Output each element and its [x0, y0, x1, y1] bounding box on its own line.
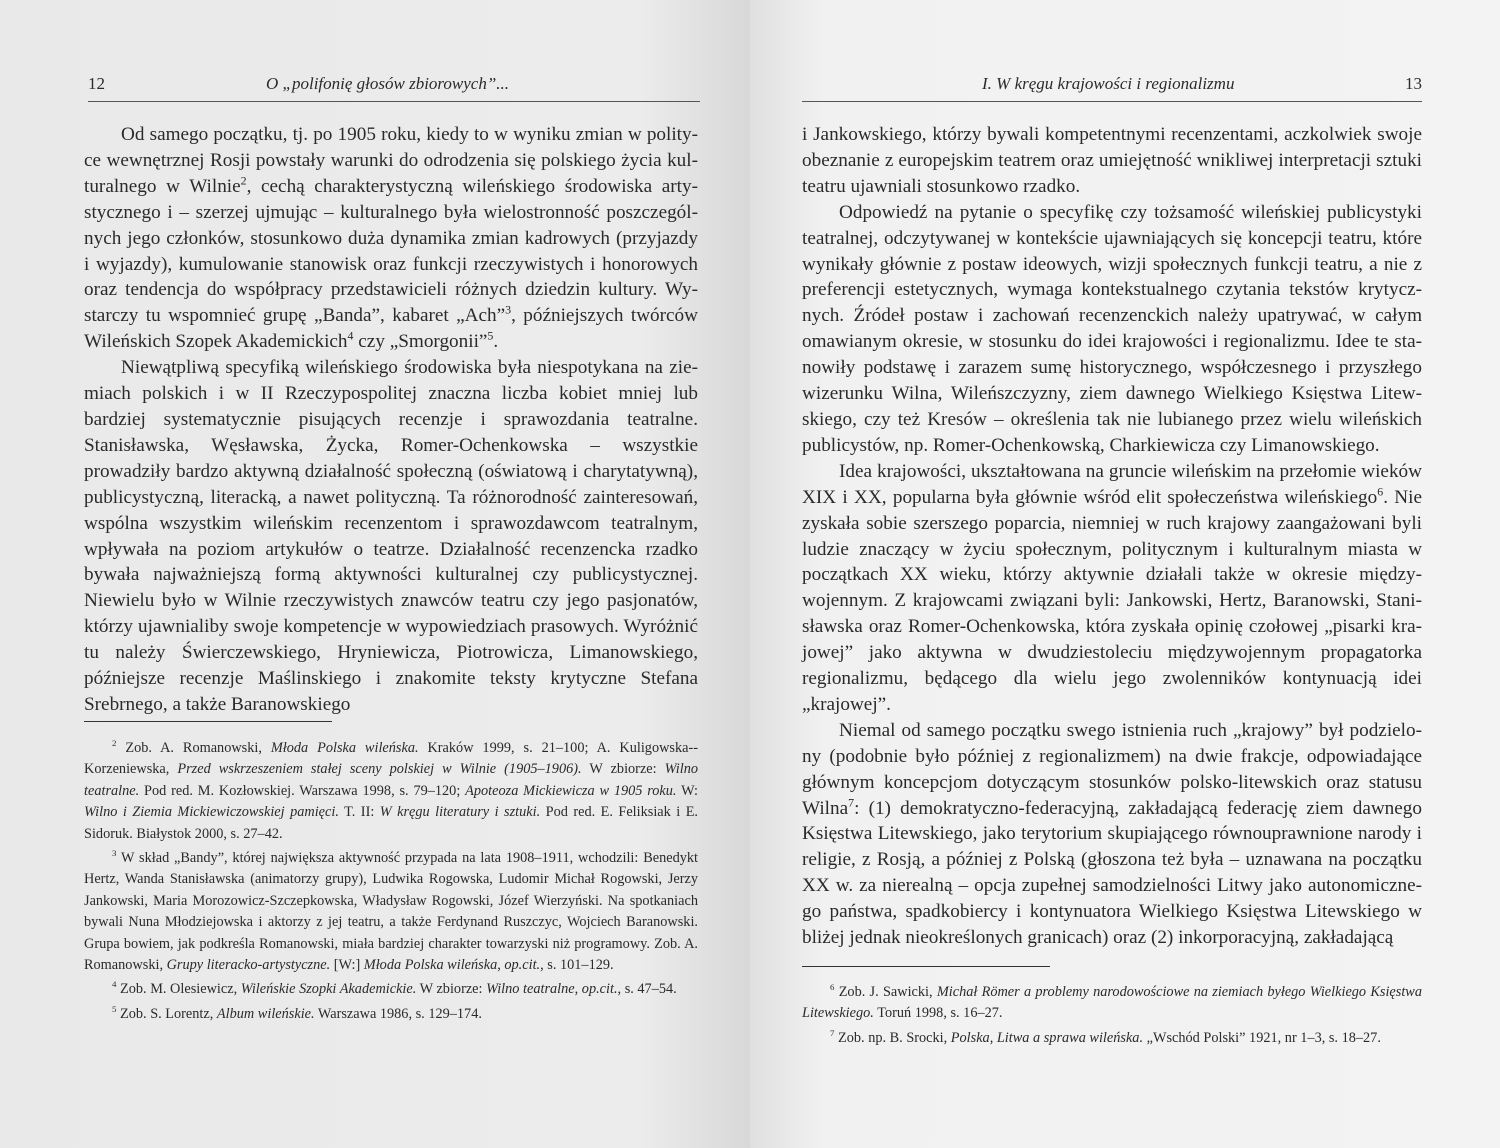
- footnote-marker: 4: [347, 328, 354, 343]
- right-page-number: 13: [1405, 74, 1422, 93]
- italic-text: Wilno i Ziemia Mickiewiczowskiej pamięci.: [84, 804, 339, 821]
- footnote-marker: 4: [112, 979, 117, 990]
- text-run: W zbiorze:: [416, 981, 487, 998]
- paragraph: [84, 122, 698, 355]
- footnote-marker: 6: [830, 982, 835, 993]
- italic-text: Apoteoza Mickiewicza w 1905 roku.: [465, 782, 677, 799]
- italic-text: Album wileńskie.: [216, 1005, 315, 1022]
- italic-text: Grupy literacko-artystyczne.: [166, 957, 331, 974]
- text-run: Zob. np. B. Srocki,: [834, 1029, 951, 1046]
- italic-text: Wilno teatralne: [486, 981, 575, 998]
- footnote: [84, 738, 698, 845]
- right-footnotes: [802, 982, 1422, 1052]
- text-run: Idea krajowości, ukształtowana na gruncie wileńskim na przełomie wieków XIX i XX, popularna była głównie wśród elit społeczeństwa wileńskiego: [802, 460, 1422, 508]
- right-page: [750, 0, 1500, 1148]
- text-run: W:: [676, 782, 699, 799]
- italic-text: Młoda Polska wileńska.: [270, 740, 419, 756]
- paragraph: [802, 718, 1422, 951]
- text-run: Od samego początku, tj. po 1905 roku, kiedy to w wyniku zmian w polityce wewnętrznej Rosji powstały warunki do odrodzenia się polskiego życia kulturalnego w Wilnie: [84, 124, 698, 197]
- footnote: [802, 982, 1422, 1025]
- italic-text: Wilno teatralne.: [84, 761, 698, 799]
- text-run: .: [493, 331, 499, 353]
- footnote-marker: 3: [112, 848, 117, 859]
- text-run: Zob. A. Romanowski,: [116, 740, 271, 756]
- paragraph: [802, 459, 1422, 718]
- left-footnotes: [84, 738, 698, 1028]
- left-running-title: O „polifonię głosów zbiorowych”...: [266, 74, 510, 93]
- text-run: „Wschód Polski” 1921, nr 1–3, s. 18–27.: [1143, 1029, 1381, 1046]
- text-run: W zbiorze:: [581, 761, 665, 778]
- footnote-marker: 2: [112, 738, 117, 749]
- text-run: , s. 101–129.: [540, 957, 614, 974]
- footnote-marker: 6: [1377, 484, 1384, 499]
- footnote-marker: 7: [830, 1028, 835, 1039]
- text-run: W skład „Bandy”, której największa aktywność przypada na lata 1908–1911, wchodzili: Benedykt Hertz, Wanda Stanisławska (animatorzy grupy), Ludwika Rogowska, Ludomir Michał Rogowski, Jerzy Jankowski, Maria Morozowicz-Szczepkowska, Władysław Rogowski, Józef Wierzyński. Na spotkaniach bywali Nuna Młodziejowska i aktorzy z jej teatru, a także Ferdynand Ruszczyc, Wojciech Baranowski. Grupa bowiem, jak podkreśla Romanowski, miała bardziej charakter towarzyski niż programowy. Zob. A. Romanowski,: [84, 850, 698, 974]
- header-rule: [802, 101, 1422, 102]
- paragraph: [802, 122, 1422, 200]
- paragraph: [84, 355, 698, 718]
- text-run: czy „Smorgonii”: [353, 331, 488, 353]
- footnote-marker: 2: [240, 173, 247, 188]
- footnote-marker: 5: [112, 1004, 117, 1015]
- text-run: T. II:: [338, 804, 380, 821]
- right-running-title: I. W kręgu krajowości i regionalizmu: [982, 74, 1235, 93]
- text-run: Pod red. M. Kozłowskiej. Warszawa 1998, s. 79–120;: [139, 782, 466, 799]
- footnote: [84, 1004, 698, 1025]
- italic-text: op.cit.: [504, 957, 541, 974]
- italic-text: Wileńskie Szopki Akademickie.: [240, 981, 417, 998]
- paragraph: [802, 200, 1422, 459]
- text-run: Niewątpliwą specyfiką wileńskiego środowiska była niespotykana na ziemiach polskich i w II Rzeczypospolitej znaczna liczba kobiet mniej lub bardziej systematycznie pisujących recenzje i sprawozdania teatralne. Stanisławska, Węsławska, Życka, Romer-Ochenkowska – wszystkie prowadziły bardzo aktywną działalność społeczną (oświatową i charytatywną), publicystyczną, literacką, a nawet polityczną. Ta różnorodność zainteresowań, wspólna wszystkim wileńskim recenzentom i sprawozdawcom teatralnym, wpływała na poziom artykułów o teatrze. Działalność recenzencka rzadko bywała najważniejszą formą aktywności kulturalnej czy publicystycznej. Niewielu było w Wilnie rzeczywistych znawców teatru czy jego pasjonatów, którzy ujawnialiby swoje kompetencje w wypowiedziach prasowych. Wyróżnić tu należy Świerczewskiego, Hryniewicza, Piotrowicza, Limanowskiego, późniejsze recenzje Maślinskiego i znakomite teksty krytyczne Stefana Srebrnego, a także Baranowskiego: [84, 357, 698, 715]
- header-rule: [88, 101, 700, 102]
- text-run: ,: [574, 981, 582, 998]
- text-run: Toruń 1998, s. 16–27.: [873, 1005, 1003, 1022]
- right-body-text: [802, 122, 1422, 951]
- left-body-text: [84, 122, 698, 718]
- left-page-number: 12: [88, 74, 105, 93]
- text-run: ,: [497, 957, 505, 974]
- text-run: Odpowiedź na pytanie o specyfikę czy tożsamość wileńskiej publicystyki teatralnej, odczytywanej w kontekście ujawniających się koncepcji teatru, które wynikały głównie z postaw ideowych, wizji społecznych funkcji teatru, a nie z preferencji estetycznych, wymaga kontekstualnego czytania tekstów krytycznych. Źródeł postaw i zachowań recenzenckich należy upatrywać, w całym omawianym okresie, w stosunku do idei krajowości i regionalizmu. Idee te stanowiły podstawę i zarazem sumę historycznego, współczesnego i przyszłego wizerunku Wilna, Wileńszczyzny, ziem dawnego Wielkiego Księstwa Litewskiego, czy też Kresów – określenia tak nie lubianego przez wielu wileńskich publicystów, np. Romer-Ochenkowską, Charkiewicza czy Limanowskiego.: [802, 201, 1422, 456]
- text-run: i Jankowskiego, którzy bywali kompetentnymi recenzentami, aczkolwiek swoje obeznanie z europejskim teatrem oraz umiejętność wnikliwej interpretacji sztuki teatru ujawniali stosunkowo rzadko.: [802, 124, 1422, 197]
- footnote-marker: 5: [487, 328, 494, 343]
- text-run: Warszawa 1986, s. 129–174.: [314, 1005, 482, 1022]
- text-run: Zob. M. Olesiewicz,: [116, 981, 241, 998]
- text-run: Zob. S. Lorentz,: [116, 1005, 217, 1022]
- italic-text: Polska, Litwa a sprawa wileńska.: [950, 1029, 1144, 1046]
- left-page-header: [88, 70, 700, 102]
- text-run: . Nie zyskała sobie szerszego poparcia, niemniej w ruch krajowy zaangażowani byli ludzie znaczący w życiu społecznym, politycznym i kulturalnym miasta w początkach XX wieku, którzy aktywnie działali także w okresie międzywojennym. Z krajowcami związani byli: Jankowski, Hertz, Baranowski, Stanisławska oraz Romer-Ochenkowska, która zyskała opinię czołowej „pisarki krajowej” jako aktywna w dwudziestoleciu międzywojennym propagatorka regionalizmu, będącego dla wielu jego zwolenników kontynuacją idei „krajowej”.: [802, 486, 1422, 715]
- footnote-marker: 3: [505, 302, 512, 317]
- italic-text: Młoda Polska wileńska: [363, 957, 498, 974]
- text-run: , późniejszych twórców Wileńskich Szopek Akademickich: [84, 305, 698, 353]
- text-run: Zob. J. Sawicki,: [834, 984, 937, 1000]
- italic-text: Michał Römer a problemy narodowościowe na ziemiach byłego Wielkiego Księstwa Litewskiego.: [802, 984, 1422, 1022]
- italic-text: W kręgu literatury i sztuki.: [379, 804, 541, 821]
- text-run: : (1) demokratyczno-federacyjną, zakładającą federację ziem dawnego Księstwa Litewskiego, jako terytorium skupiającego równouprawnione narody i religie, z Rosją, a później z Polską (głoszona też była – uznawana na początku XX w. za nierealną – opcja zupełnej samodzielności Litwy jako autonomicznego państwa, spadkobiercy i kontynuatora Wielkiego Księstwa Litewskiego w bliżej jednak nieokreślonych granicach) oraz (2) inkorporacyjną, zakładającą: [802, 797, 1422, 949]
- right-page-header: [802, 70, 1422, 102]
- footnote-marker: 7: [848, 795, 855, 810]
- text-run: Niemal od samego początku swego istnienia ruch „krajowy” był podzielony (podobnie było później z regionalizmem) na dwie frakcje, odpowiadające głównym koncepcjom dotyczącym stosunków polsko-litewskich oraz statusu Wilna: [802, 719, 1422, 819]
- text-run: , cechą charakterystyczną wileńskiego środowiska artystycznego i – szerzej ujmując – kulturalnego była wielostronność poszczególnych jego członków, stosunkowo duża dynamika zmian kadrowych (przyjazdy i wyjazdy), kumulowanie stanowisk oraz funkcji rzeczywistych i honorowych oraz tendencja do współpracy przedstawicieli różnych dziedzin kultury. Wystarczy tu wspomnieć grupę „Banda”, kabaret „Ach”: [84, 175, 698, 327]
- footnote: [84, 848, 698, 976]
- footnote-rule: [802, 966, 1050, 967]
- text-run: Kraków 1999, s. 21–100; A. Kuligowska--Korzeniewska,: [84, 740, 698, 778]
- italic-text: Przed wskrzeszeniem stałej sceny polskiej w Wilnie (1905–1906).: [177, 761, 582, 778]
- text-run: Pod red. E. Feliksiak i E. Sidoruk. Białystok 2000, s. 27–42.: [84, 804, 698, 842]
- italic-text: op.cit.: [581, 981, 618, 998]
- footnote: [802, 1028, 1422, 1049]
- footnote: [84, 979, 698, 1000]
- text-run: [W:]: [330, 957, 364, 974]
- footnote-rule: [84, 721, 332, 722]
- text-run: , s. 47–54.: [617, 981, 677, 998]
